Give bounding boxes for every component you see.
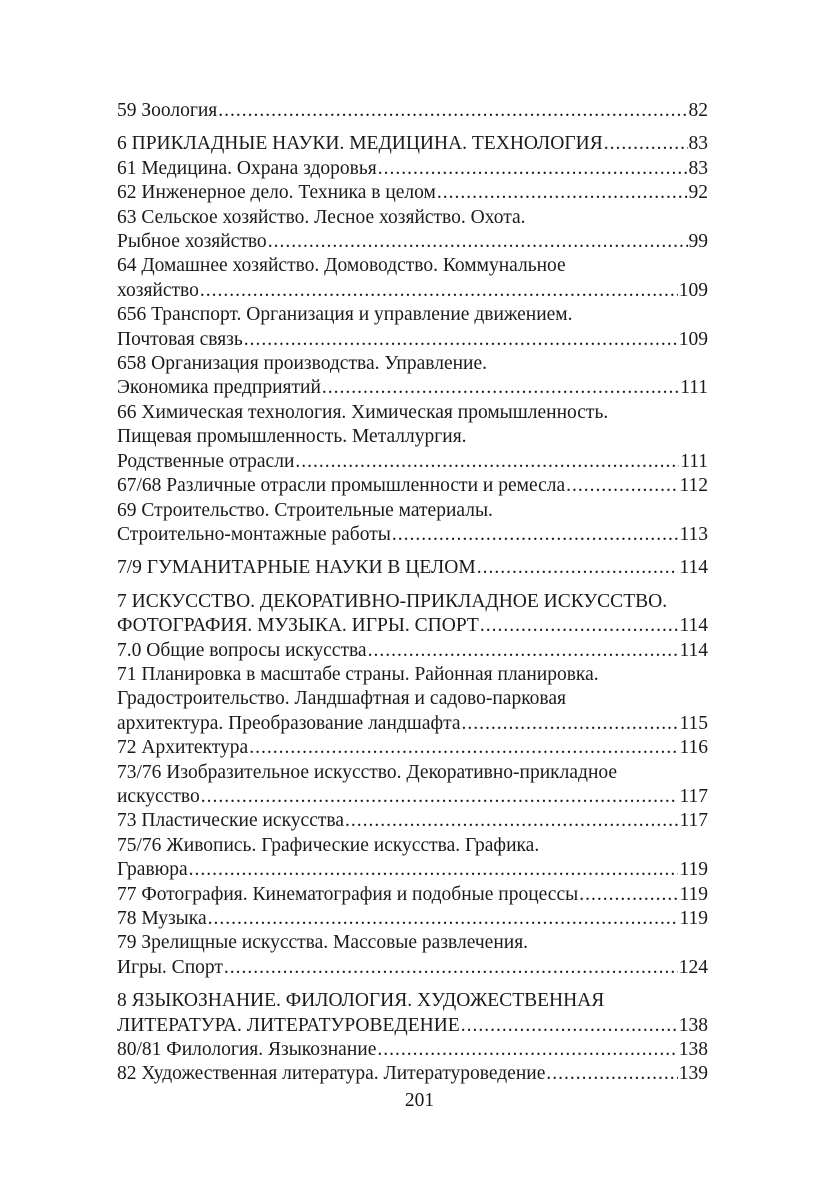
toc-section-heading xyxy=(117,590,708,639)
toc-entry-title: Рыбное хозяйство xyxy=(117,231,267,253)
toc-entry-title: ФОТОГРАФИЯ. МУЗЫКА. ИГРЫ. СПОРТ xyxy=(117,615,479,637)
toc-page-number: 111 xyxy=(680,377,708,399)
toc-entry-title: 71 Планировка в масштабе страны. Районная планировка. xyxy=(117,663,599,685)
toc-entry-line xyxy=(117,523,708,547)
toc-entry-line xyxy=(117,858,708,882)
toc-entry-title: искусство xyxy=(117,785,200,807)
toc-entry-title: 75/76 Живопись. Графические искусства. Графика. xyxy=(117,834,540,856)
dot-leader xyxy=(218,99,687,123)
dot-leader xyxy=(566,474,678,498)
toc-page-number: 112 xyxy=(679,475,708,497)
toc-entry-title: 78 Музыка xyxy=(117,908,207,929)
toc-entry-line xyxy=(117,614,708,638)
toc-entry-line xyxy=(117,132,708,156)
toc-entry-title: 7.0 Общие вопросы искусства xyxy=(117,639,367,661)
toc-entry xyxy=(117,254,708,303)
toc-entry-title: 77 Фотография. Кинематография и подобные процессы xyxy=(117,883,579,905)
toc-entry-line xyxy=(117,328,708,352)
toc-entry-line xyxy=(117,1014,708,1038)
toc-entry-line xyxy=(117,907,708,931)
toc-entry-title: 59 Зоология xyxy=(117,100,218,121)
toc-entry-line xyxy=(117,376,708,400)
toc-entry-title: 656 Транспорт. Организация и управление движением. xyxy=(117,304,573,326)
dot-leader xyxy=(189,858,679,882)
toc-entry-line xyxy=(117,785,708,809)
toc-entry xyxy=(117,99,708,123)
toc-entry-title: архитектура. Преобразование ландшафта xyxy=(117,712,461,734)
toc-entry-title: ЛИТЕРАТУРА. ЛИТЕРАТУРОВЕДЕНИЕ xyxy=(117,1014,460,1036)
toc-entry-title: Гравюра xyxy=(117,859,188,881)
toc-entry-title: 80/81 Филология. Языкознание xyxy=(117,1039,377,1061)
toc-page-number: 99 xyxy=(688,231,708,253)
dot-leader xyxy=(546,1062,677,1086)
toc-entry-title: 79 Зрелищные искусства. Массовые развлечения. xyxy=(117,932,529,954)
toc-entry-line xyxy=(117,499,708,523)
toc-page-number: 114 xyxy=(679,639,708,661)
dot-leader xyxy=(477,556,679,580)
toc-entry-line xyxy=(117,181,708,205)
toc-entry-title: 62 Инженерное дело. Техника в целом xyxy=(117,182,436,204)
toc-page-number: 117 xyxy=(679,785,708,807)
dot-leader xyxy=(579,883,678,907)
toc-entry-line xyxy=(117,663,708,687)
toc-entry-line xyxy=(117,157,708,181)
toc-entry-title: хозяйство xyxy=(117,279,199,301)
dot-leader xyxy=(201,785,679,809)
toc-entry-title: 63 Сельское хозяйство. Лесное хозяйство. Охота. xyxy=(117,206,526,228)
toc-page-number: 139 xyxy=(678,1063,708,1085)
toc-entry xyxy=(117,401,708,474)
toc-entry-line xyxy=(117,590,708,614)
dot-leader xyxy=(604,132,688,156)
toc-entry-title: 72 Архитектура xyxy=(117,737,249,759)
toc-entry xyxy=(117,352,708,401)
toc-entry-title: 61 Медицина. Охрана здоровья xyxy=(117,157,377,179)
toc-page-number: 111 xyxy=(680,450,708,472)
toc-entry xyxy=(117,931,708,980)
toc-entry-line xyxy=(117,639,708,663)
toc-page-number: 109 xyxy=(678,328,708,350)
table-of-contents xyxy=(117,99,708,1087)
toc-entry-line xyxy=(117,254,708,278)
toc-entry-line xyxy=(117,931,708,955)
toc-page-number: 114 xyxy=(679,615,708,637)
toc-page-number: 115 xyxy=(679,712,708,734)
dot-leader xyxy=(480,614,679,638)
toc-entry-title: Почтовая связь xyxy=(117,328,243,350)
toc-page-number: 83 xyxy=(688,133,708,155)
toc-entry xyxy=(117,181,708,205)
dot-leader xyxy=(345,809,678,833)
dot-leader xyxy=(461,1014,678,1038)
dot-leader xyxy=(392,523,679,547)
toc-entry-title: 7/9 ГУМАНИТАРНЫЕ НАУКИ В ЦЕЛОМ xyxy=(117,557,476,579)
toc-page-number: 113 xyxy=(679,523,708,545)
toc-entry xyxy=(117,474,708,498)
toc-page-number: 119 xyxy=(679,859,708,881)
toc-entry-title: Строительно-монтажные работы xyxy=(117,523,391,545)
toc-page-number: 82 xyxy=(688,100,708,121)
toc-entry xyxy=(117,157,708,181)
toc-entry-title: Градостроительство. Ландшафтная и садово-парковая xyxy=(117,688,567,710)
toc-entry-line xyxy=(117,687,708,711)
dot-leader xyxy=(224,956,678,980)
toc-page-number: 83 xyxy=(688,157,708,179)
toc-entry-line xyxy=(117,279,708,303)
toc-page-number: 109 xyxy=(678,279,708,301)
toc-entry-line xyxy=(117,99,708,123)
toc-page-number: 124 xyxy=(678,956,708,978)
toc-entry xyxy=(117,834,708,883)
toc-entry xyxy=(117,736,708,760)
toc-entry-line xyxy=(117,450,708,474)
toc-page-number: 117 xyxy=(679,810,708,832)
toc-entry-title: Родственные отрасли xyxy=(117,450,295,472)
toc-page-number: 119 xyxy=(679,883,708,905)
toc-entry-line xyxy=(117,809,708,833)
toc-entry-title: Игры. Спорт xyxy=(117,956,223,978)
toc-entry-line xyxy=(117,712,708,736)
toc-page-number: 138 xyxy=(678,1014,708,1036)
toc-entry-line xyxy=(117,474,708,498)
toc-entry-title: 8 ЯЗЫКОЗНАНИЕ. ФИЛОЛОГИЯ. ХУДОЖЕСТВЕННАЯ xyxy=(117,990,605,1012)
toc-entry-line xyxy=(117,303,708,327)
toc-page-number: 116 xyxy=(679,737,708,759)
toc-entry-title: Экономика предприятий xyxy=(117,377,321,399)
toc-entry-line xyxy=(117,956,708,980)
toc-entry-line xyxy=(117,736,708,760)
toc-entry xyxy=(117,883,708,907)
toc-entry xyxy=(117,1062,708,1086)
page-number: 201 xyxy=(404,1090,435,1111)
toc-page-number: 138 xyxy=(678,1039,708,1061)
dot-leader xyxy=(322,376,679,400)
dot-leader xyxy=(200,279,678,303)
dot-leader xyxy=(378,157,688,181)
toc-entry xyxy=(117,907,708,931)
toc-entry-line xyxy=(117,401,708,425)
toc-entry-title: 73 Пластические искусства xyxy=(117,810,344,832)
toc-section-heading xyxy=(117,132,708,156)
toc-entry-title: 66 Химическая технология. Химическая промышленность. xyxy=(117,401,609,423)
toc-page-number: 114 xyxy=(679,557,708,579)
dot-leader xyxy=(244,328,678,352)
toc-entry-title: 67/68 Различные отрасли промышленности и ремесла xyxy=(117,475,566,497)
toc-section-heading xyxy=(117,556,708,580)
toc-entry-title: 6 ПРИКЛАДНЫЕ НАУКИ. МЕДИЦИНА. ТЕХНОЛОГИЯ xyxy=(117,133,603,155)
toc-entry xyxy=(117,303,708,352)
toc-entry-line xyxy=(117,230,708,254)
dot-leader xyxy=(368,639,679,663)
toc-entry-line xyxy=(117,883,708,907)
toc-entry-line xyxy=(117,1038,708,1062)
toc-entry-line xyxy=(117,989,708,1013)
dot-leader xyxy=(249,736,678,760)
toc-entry xyxy=(117,761,708,810)
toc-entry-line xyxy=(117,352,708,376)
toc-entry-title: 7 ИСКУССТВО. ДЕКОРАТИВНО-ПРИКЛАДНОЕ ИСКУССТВО. xyxy=(117,590,668,612)
toc-entry xyxy=(117,663,708,736)
toc-entry-title: 82 Художественная литература. Литературоведение xyxy=(117,1063,546,1085)
toc-entry-line xyxy=(117,206,708,230)
dot-leader xyxy=(462,712,679,736)
toc-entry-line xyxy=(117,556,708,580)
dot-leader xyxy=(377,1038,677,1062)
dot-leader xyxy=(268,230,688,254)
toc-entry-line xyxy=(117,834,708,858)
toc-entry-title: 658 Организация производства. Управление. xyxy=(117,353,488,375)
toc-page-number: 119 xyxy=(679,908,708,929)
dot-leader xyxy=(295,450,679,474)
toc-entry-title: 64 Домашнее хозяйство. Домоводство. Коммунальное xyxy=(117,255,566,277)
toc-entry-line xyxy=(117,425,708,449)
toc-entry-title: 73/76 Изобразительное искусство. Декоративно-прикладное xyxy=(117,761,618,783)
dot-leader xyxy=(208,907,679,931)
toc-entry xyxy=(117,809,708,833)
dot-leader xyxy=(437,181,688,205)
toc-page-number: 92 xyxy=(688,182,708,204)
toc-entry-title: 69 Строительство. Строительные материалы. xyxy=(117,499,493,521)
toc-entry xyxy=(117,499,708,548)
toc-entry-line xyxy=(117,761,708,785)
toc-entry xyxy=(117,206,708,255)
toc-entry-line xyxy=(117,1062,708,1086)
toc-section-heading xyxy=(117,989,708,1038)
toc-entry-title: Пищевая промышленность. Металлургия. xyxy=(117,426,467,448)
toc-entry xyxy=(117,1038,708,1062)
toc-entry xyxy=(117,639,708,663)
